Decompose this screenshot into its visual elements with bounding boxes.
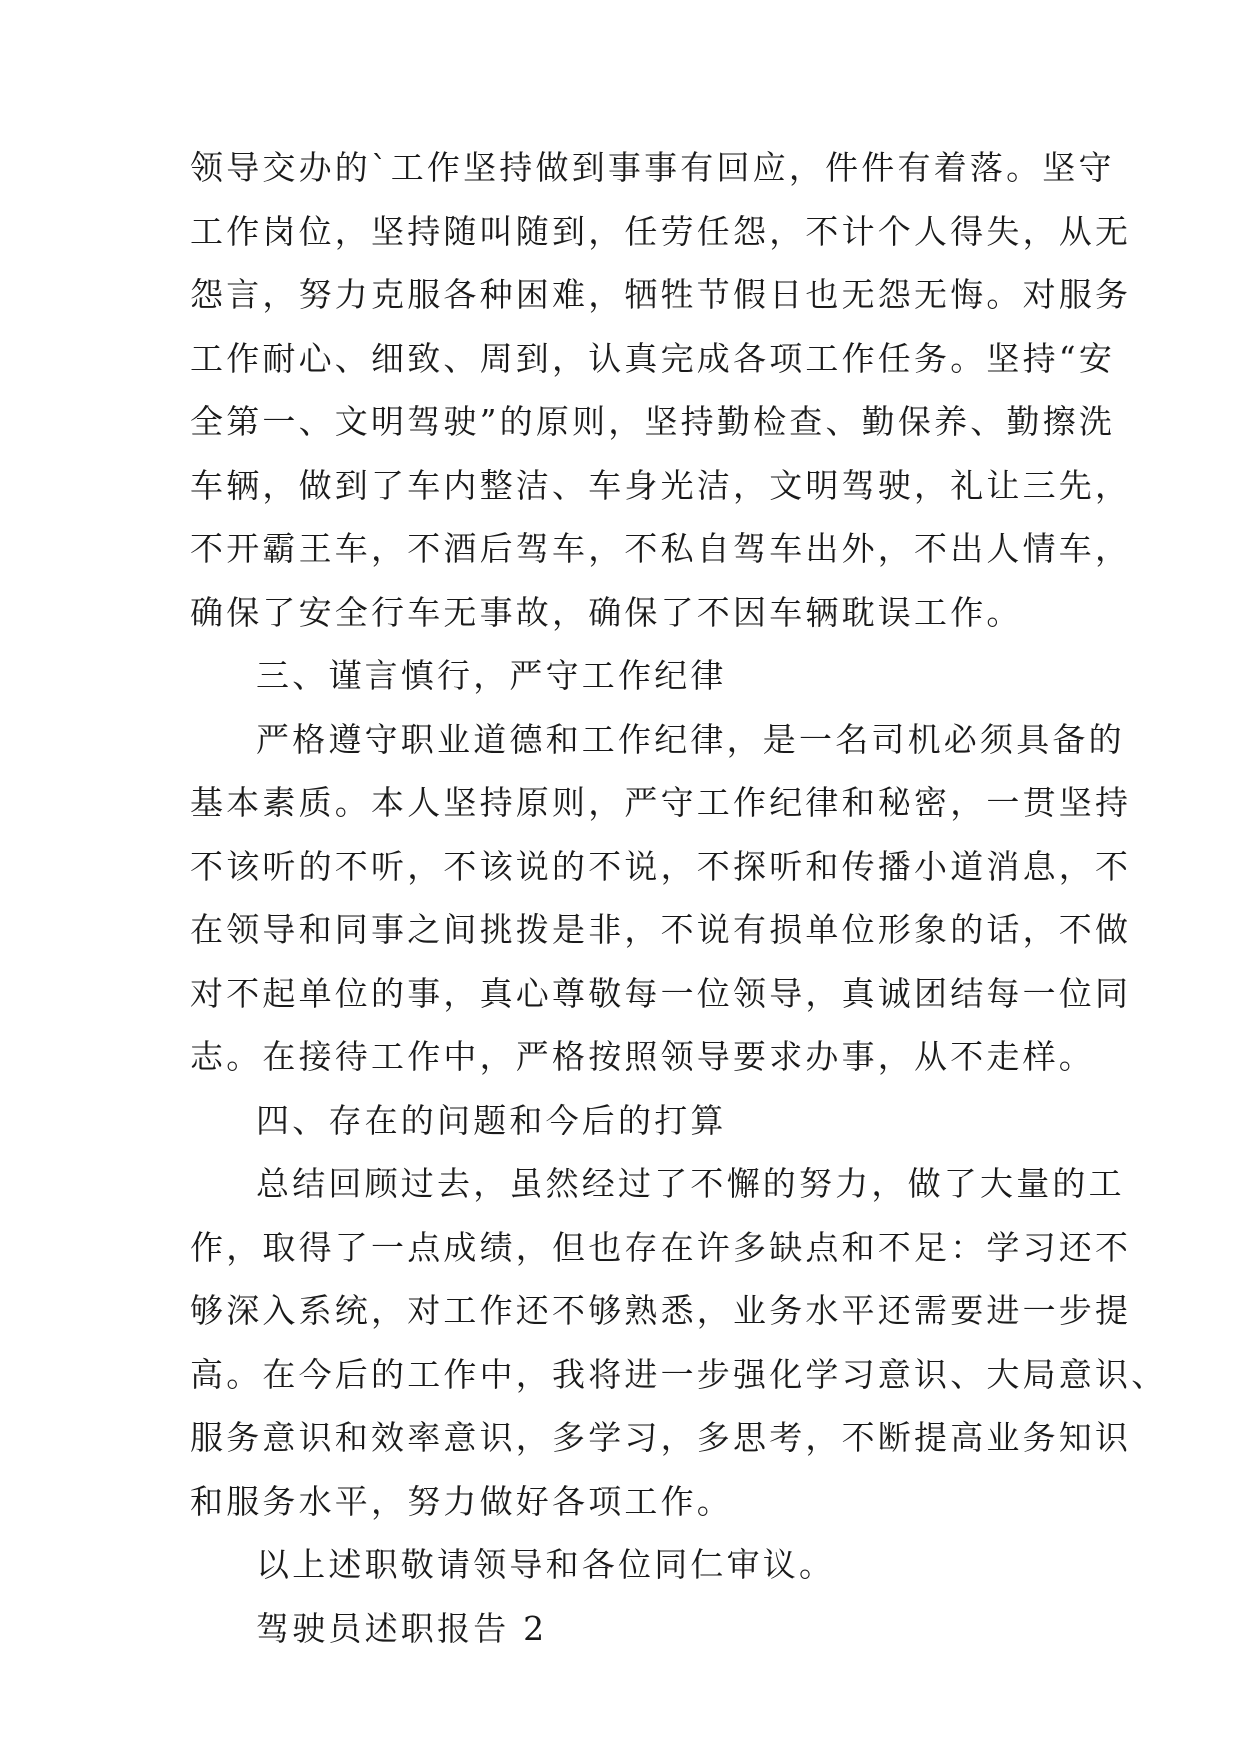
body-line: 车辆，做到了车内整洁、车身光洁，文明驾驶，礼让三先， xyxy=(190,465,1132,505)
body-line: 领导交办的`工作坚持做到事事有回应，件件有着落。坚守 xyxy=(190,148,1115,187)
next-report-title: 驾驶员述职报告 2 xyxy=(256,1608,548,1648)
body-line: 不开霸王车，不酒后驾车，不私自驾车出外，不出人情车， xyxy=(190,529,1132,568)
closing-line: 以上述职敬请领导和各位同仁审议。 xyxy=(256,1545,836,1584)
body-line: 和服务水平，努力做好各项工作。 xyxy=(190,1481,733,1521)
body-line: 不该听的不听，不该说的不说，不探听和传播小道消息，不 xyxy=(190,846,1132,886)
body-line: 对不起单位的事，真心尊敬每一位领导，真诚团结每一位同 xyxy=(190,973,1132,1013)
body-line: 够深入系统，对工作还不够熟悉，业务水平还需要进一步提 xyxy=(190,1291,1132,1330)
body-line: 严格遵守职业道德和工作纪律，是一名司机必须具备的 xyxy=(256,719,1125,759)
body-line: 怨言，努力克服各种困难，牺牲节假日也无怨无悔。对服务 xyxy=(190,275,1132,314)
document-body xyxy=(190,136,1168,1660)
body-line: 作，取得了一点成绩，但也存在许多缺点和不足：学习还不 xyxy=(190,1227,1132,1267)
body-line: 在领导和同事之间挑拨是非，不说有损单位形象的话，不做 xyxy=(190,910,1132,949)
body-line: 志。在接待工作中，严格按照领导要求办事，从不走样。 xyxy=(190,1037,1095,1076)
body-line: 高。在今后的工作中，我将进一步强化学习意识、大局意识、 xyxy=(190,1354,1168,1394)
body-line: 确保了安全行车无事故，确保了不因车辆耽误工作。 xyxy=(190,592,1023,632)
body-line: 服务意识和效率意识，多学习，多思考，不断提高业务知识 xyxy=(190,1418,1132,1457)
body-line: 基本素质。本人坚持原则，严守工作纪律和秘密，一贯坚持 xyxy=(190,783,1132,822)
section-heading: 三、谨言慎行，严守工作纪律 xyxy=(256,656,727,695)
body-line: 工作耐心、细致、周到，认真完成各项工作任务。坚持“安 xyxy=(190,338,1116,378)
body-line: 工作岗位，坚持随叫随到，任劳任怨，不计个人得失，从无 xyxy=(190,211,1132,251)
body-line: 全第一、文明驾驶”的原则，坚持勤检查、勤保养、勤擦洗 xyxy=(190,402,1116,441)
section-heading: 四、存在的问题和今后的打算 xyxy=(256,1100,727,1140)
body-line: 总结回顾过去，虽然经过了不懈的努力，做了大量的工 xyxy=(256,1164,1125,1203)
